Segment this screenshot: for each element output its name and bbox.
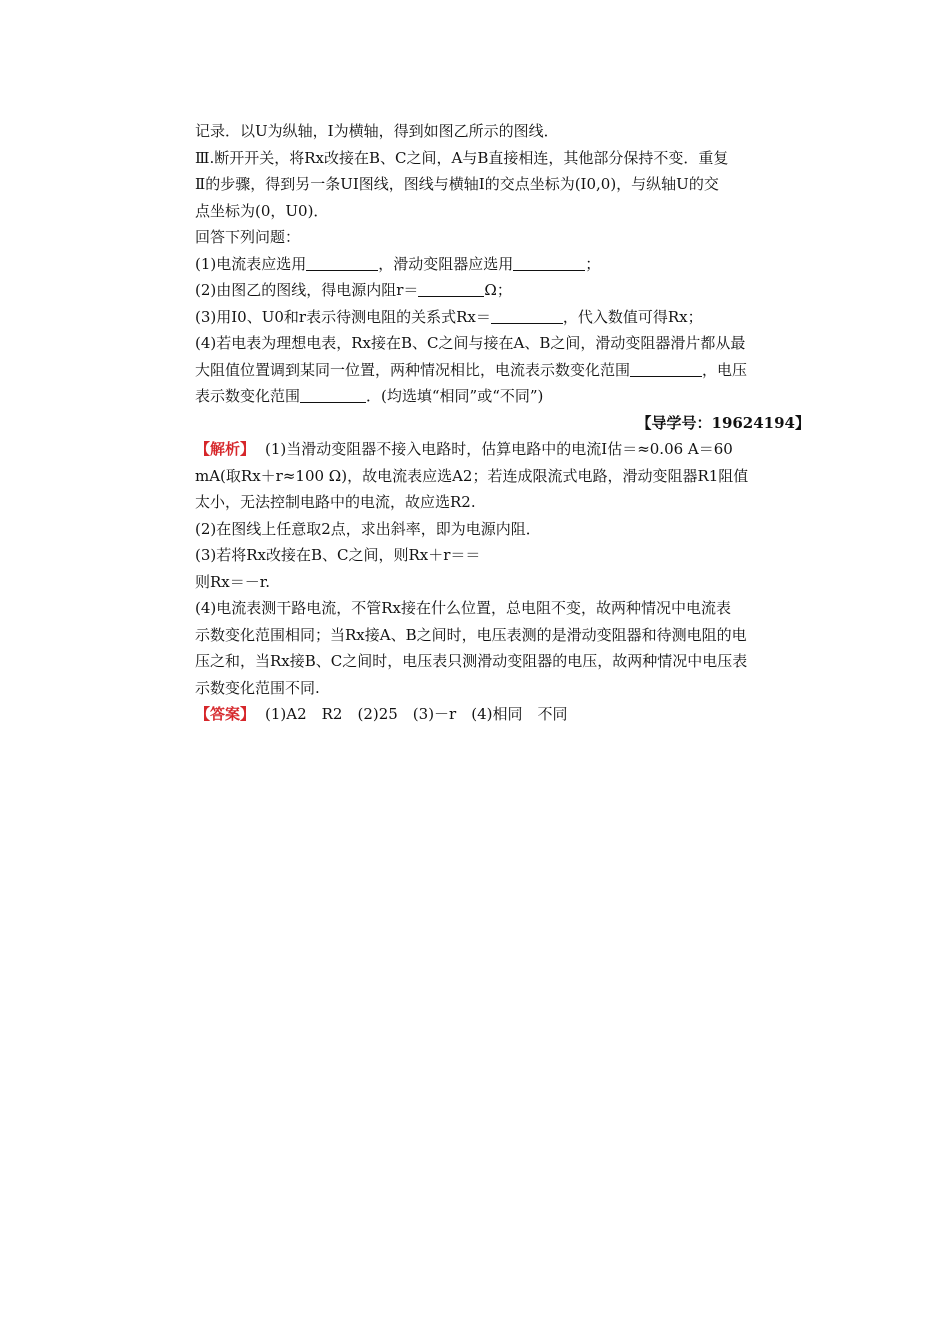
text-line: Ⅱ的步骤，得到另一条UI图线，图线与横轴I的交点坐标为(I0,0)，与纵轴U的交 <box>195 175 719 193</box>
answer-blank <box>418 280 484 297</box>
question-4: (4)若电表为理想电表，Rx接在B、C之间与接在A、B之间，滑动变阻器滑片都从最 <box>195 334 746 352</box>
text-line: 回答下列问题： <box>195 228 301 246</box>
answer-label: 【答案】 <box>195 705 256 723</box>
analysis-line: mA(取Rx＋r≈100 Ω)，故电流表应选A2；若连成限流式电路，滑动变阻器R1阻值 <box>195 466 749 485</box>
answer-blank <box>630 360 702 377</box>
analysis-line: (2)在图线上任意取2点，求出斜率，即为电源内阻． <box>195 519 541 538</box>
text-line: Ⅲ.断开开关，将Rx改接在B、C之间，A与B直接相连，其他部分保持不变．重复 <box>195 148 729 167</box>
answer-section: 【答案】 (1)A2 R2 (2)25 (3)－r (4)相同 不同 <box>195 705 568 723</box>
answer-blank <box>300 386 366 403</box>
question-4: 表示数变化范围 ．(均选填“相同”或“不同”) <box>195 387 544 405</box>
document-page <box>195 118 810 728</box>
analysis-line: 示数变化范围相同；当Rx接A、B之间时，电压表测的是滑动变阻器和待测电阻的电 <box>195 625 747 644</box>
question-1: (1)电流表应选用 ，滑动变阻器应选用 ； <box>195 254 601 273</box>
question-4: 大阻值位置调到某同一位置，两种情况相比，电流表示数变化范围 ，电压 <box>195 360 748 379</box>
analysis-line: 太小，无法控制电路中的电流，故应选R2. <box>195 493 476 511</box>
text-line: 点坐标为(0，U0)． <box>195 201 329 220</box>
text-line: 记录．以U为纵轴，I为横轴，得到如图乙所示的图线． <box>195 122 559 140</box>
answer-blank <box>491 307 563 324</box>
analysis-line: 压之和，当Rx接B、C之间时，电压表只测滑动变阻器的电压，故两种情况中电压表 <box>195 652 748 670</box>
answer-blank <box>513 254 585 271</box>
analysis-line: (4)电流表测干路电流，不管Rx接在什么位置，总电阻不变，故两种情况中电流表 <box>195 599 732 617</box>
analysis-line: 示数变化范围不同. <box>195 678 320 697</box>
analysis-line: (3)若将Rx改接在B、C之间，则Rx＋r＝＝ <box>195 546 481 564</box>
question-3: (3)用I0、U0和r表示待测电阻的关系式Rx＝ ，代入数值可得Rx； <box>195 307 703 326</box>
analysis-label: 【解析】 <box>195 440 256 458</box>
answer-blank <box>306 254 378 271</box>
analysis-section: 【解析】 (1)当滑动变阻器不接入电路时，估算电路中的电流I估＝≈0.06 A＝60 <box>195 440 733 458</box>
question-2: (2)由图乙的图线，得电源内阻r＝ Ω； <box>195 281 512 299</box>
analysis-line: 则Rx＝－r. <box>195 572 271 591</box>
guide-number: 【导学号：19624194】 <box>636 413 810 432</box>
